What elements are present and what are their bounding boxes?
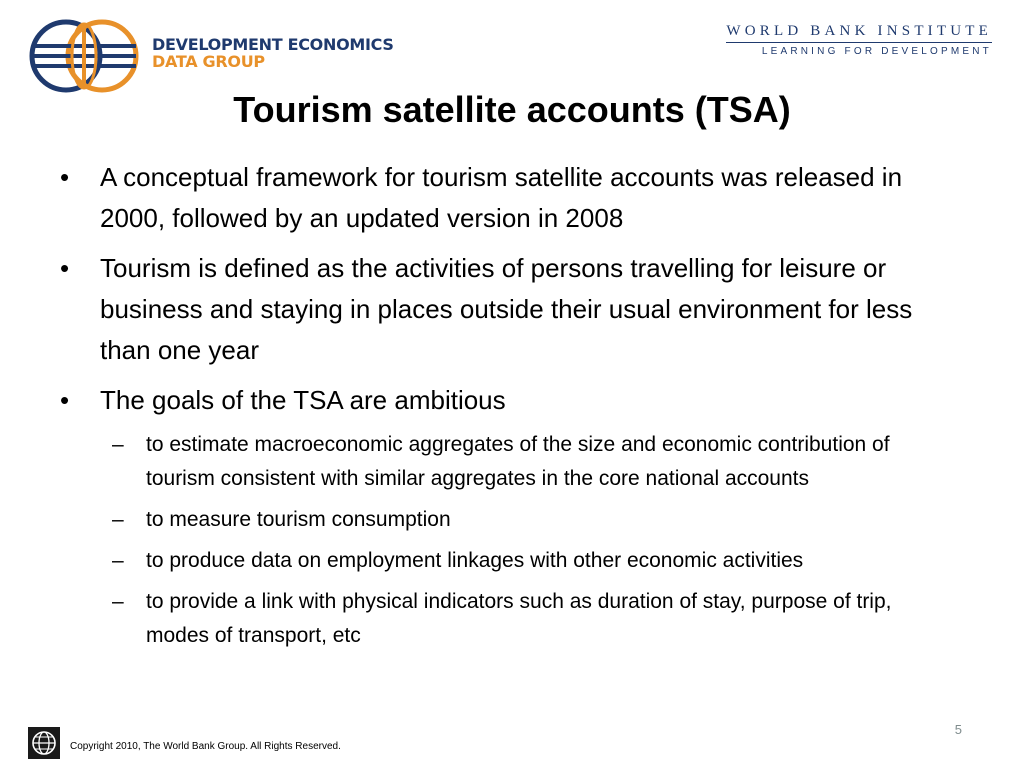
- bullet-marker: •: [60, 385, 70, 415]
- bullet-item: [58, 248, 958, 371]
- dec-logo-line2: DATA GROUP: [152, 52, 265, 71]
- slide-content: [58, 157, 958, 660]
- bullet-item: [58, 380, 958, 421]
- world-bank-institute-brand: [726, 22, 992, 58]
- institute-tagline: LEARNING FOR DEVELOPMENT: [761, 46, 992, 57]
- sub-bullet-item: [58, 503, 958, 537]
- sub-bullet-text: to estimate macroeconomic aggregates of the size and economic contribution of tourism consistent with similar aggregates in the core national accounts: [146, 433, 890, 490]
- sub-bullet-text: to produce data on employment linkages with other economic activities: [146, 549, 804, 572]
- sub-bullet-item: [58, 585, 958, 653]
- dec-logo-text: [152, 36, 394, 70]
- sub-bullet-item: [58, 544, 958, 578]
- bullet-text: The goals of the TSA are ambitious: [100, 385, 506, 415]
- dec-logo-line1: DEVELOPMENT ECONOMICS: [152, 35, 394, 54]
- institute-divider: [726, 42, 992, 43]
- sub-bullet-marker: –: [112, 433, 124, 456]
- page-number: 5: [954, 722, 962, 737]
- bullet-text: Tourism is defined as the activities of persons travelling for leisure or business and staying in places outside their usual environment for less than one year: [100, 253, 913, 365]
- bullet-marker: •: [60, 162, 70, 192]
- sub-bullet-text: to provide a link with physical indicators such as duration of stay, purpose of trip, modes of transport, etc: [146, 590, 892, 647]
- bullet-marker: •: [60, 253, 70, 283]
- institute-name: WORLD BANK INSTITUTE: [726, 23, 992, 39]
- sub-bullet-marker: –: [112, 549, 124, 572]
- copyright-notice: Copyright 2010, The World Bank Group. All Rights Reserved.: [70, 741, 341, 752]
- slide-title: Tourism satellite accounts (TSA): [233, 89, 791, 130]
- sub-bullet-marker: –: [112, 590, 124, 613]
- bullet-text: A conceptual framework for tourism satellite accounts was released in 2000, followed by an updated version in 2008: [100, 162, 903, 233]
- bullet-item: [58, 157, 958, 239]
- sub-bullet-item: [58, 428, 958, 496]
- sub-bullet-list: [58, 428, 958, 653]
- sub-bullet-text: to measure tourism consumption: [146, 508, 451, 531]
- sub-bullet-marker: –: [112, 508, 124, 531]
- world-bank-globe-icon: [28, 727, 60, 764]
